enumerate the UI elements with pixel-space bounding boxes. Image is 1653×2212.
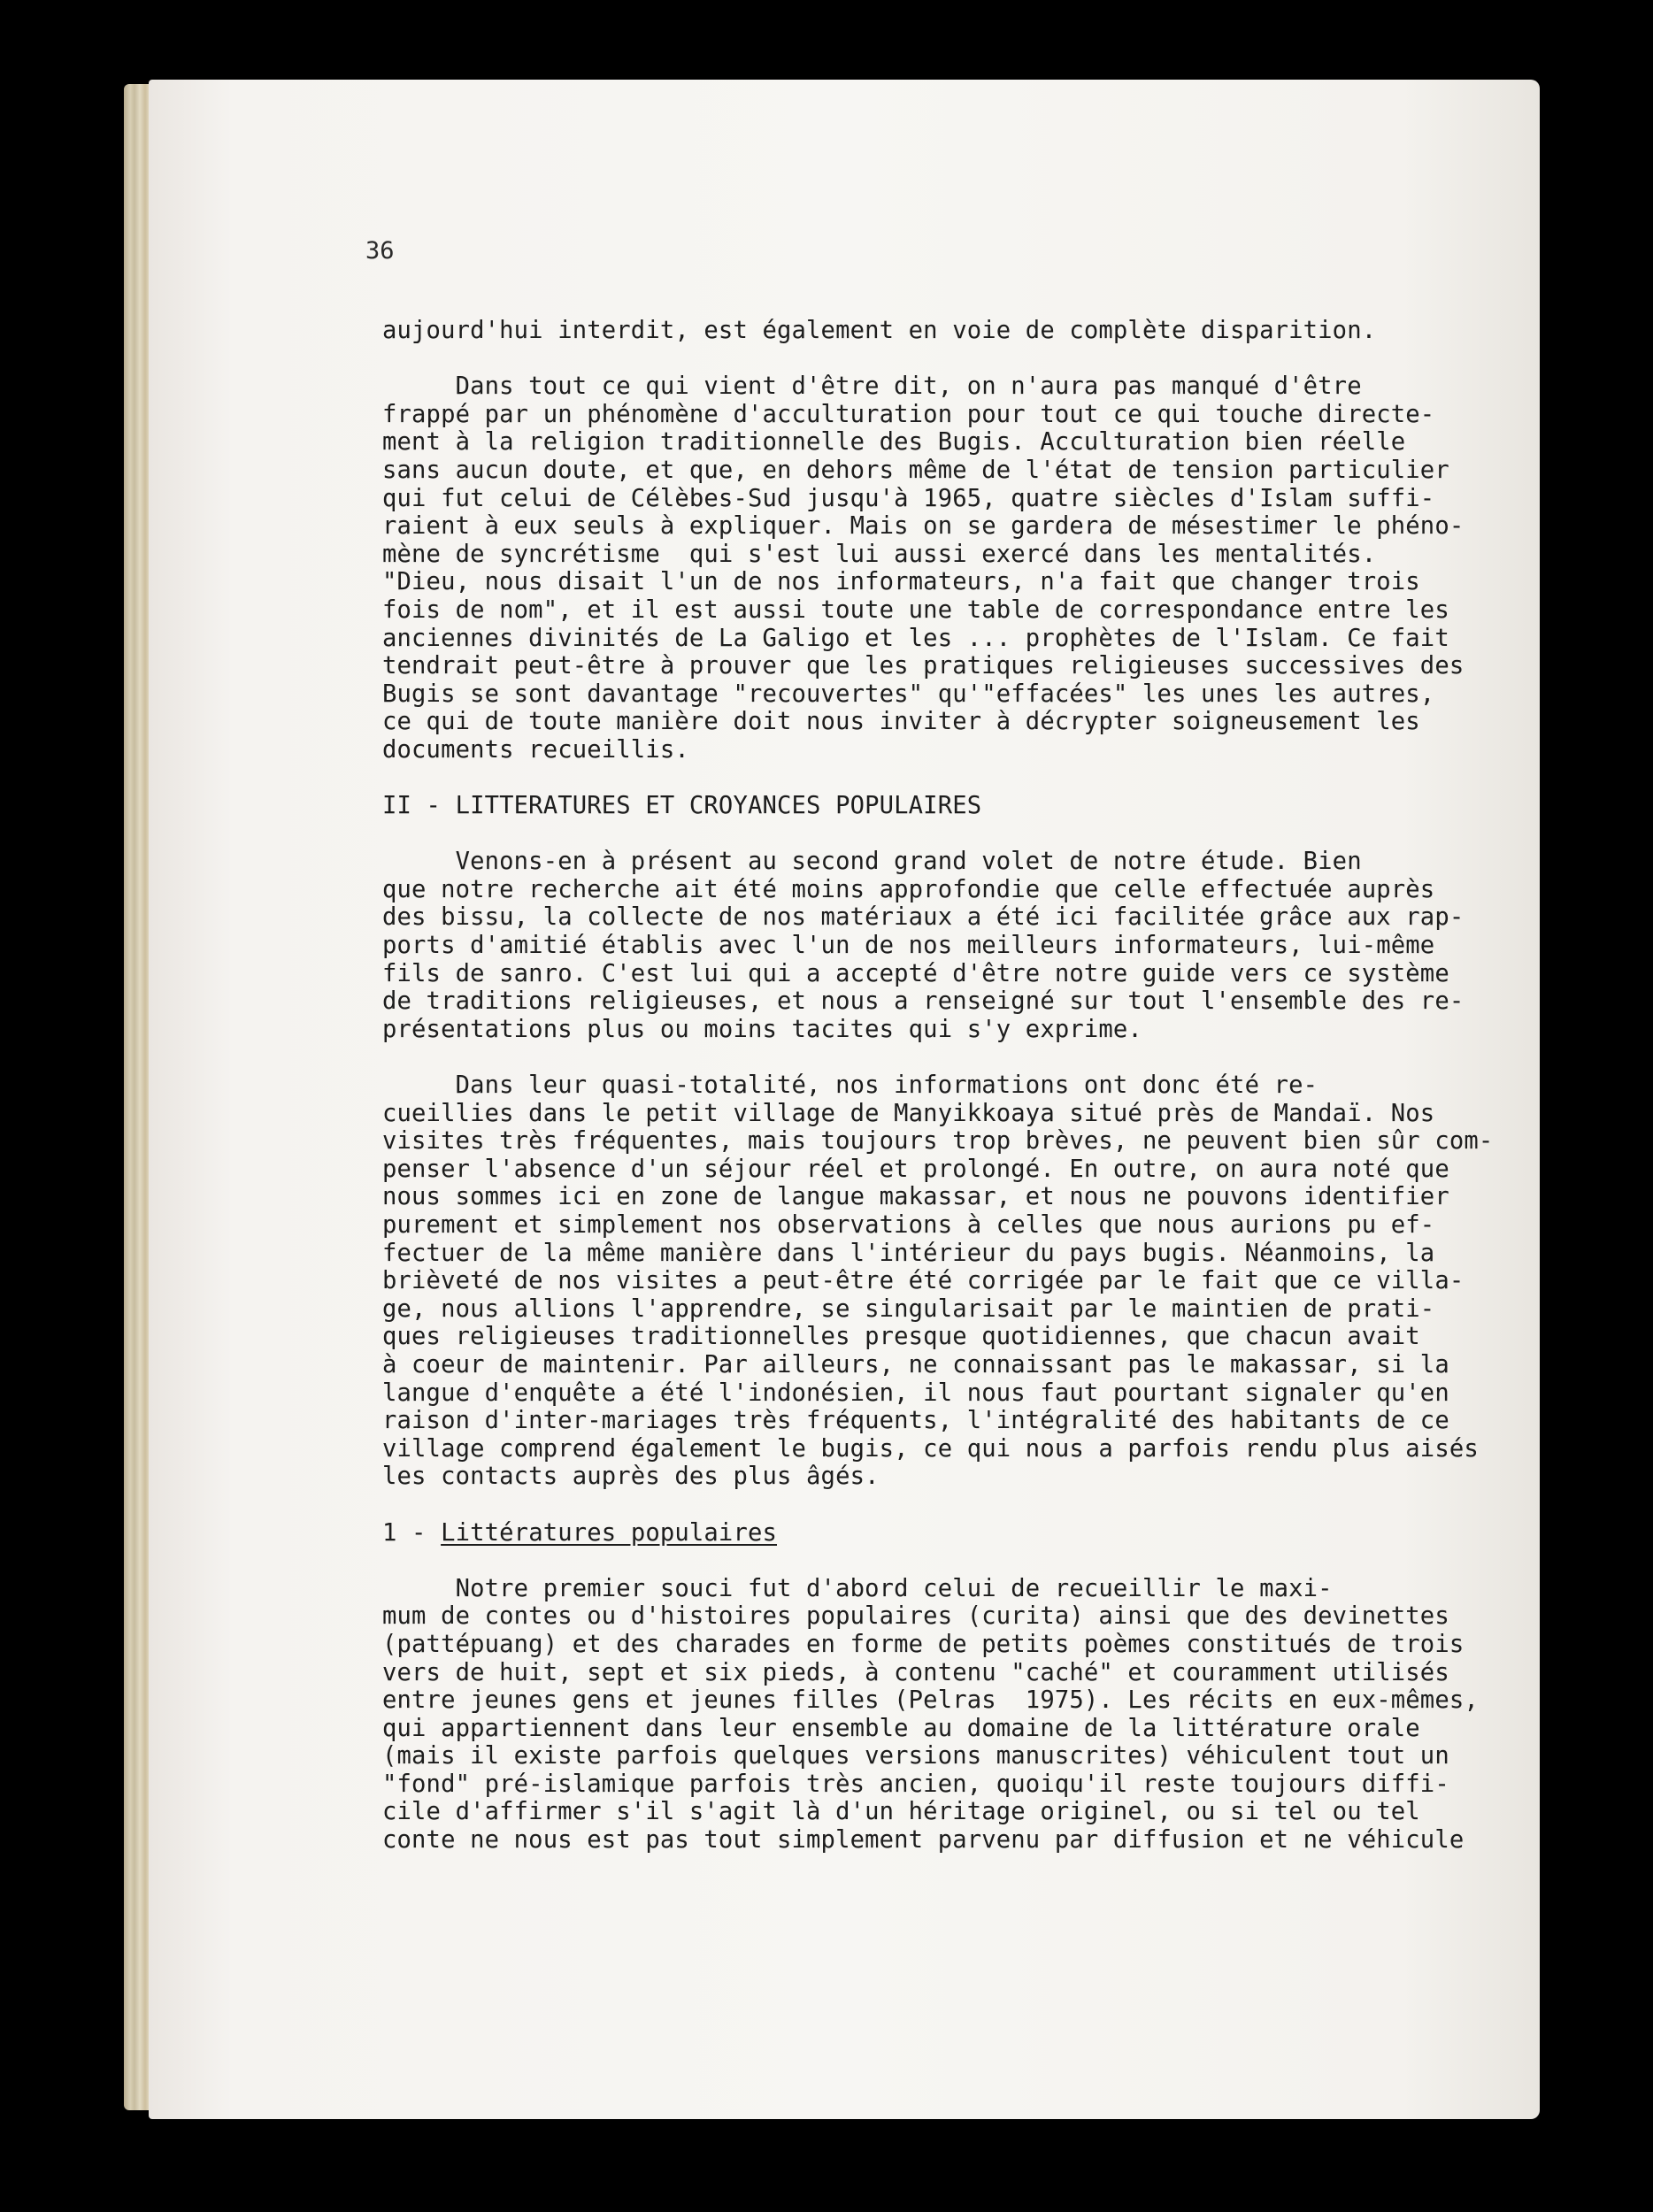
text-line: qui fut celui de Célèbes-Sud jusqu'à 1965, quatre siècles d'Islam suffi- — [382, 484, 1435, 512]
text-line: mène de syncrétisme qui s'est lui aussi exercé dans les mentalités. — [382, 540, 1377, 568]
paragraph-5 — [382, 1574, 1479, 1855]
text-line: raison d'inter-mariages très fréquents, l'intégralité des habitants de ce — [382, 1407, 1449, 1435]
section-title: II - LITTERATURES ET CROYANCES POPULAIRES — [382, 792, 982, 820]
text-line: Bugis se sont davantage "recouvertes" qu'"effacées" les unes les autres, — [382, 680, 1435, 708]
text-line: nous sommes ici en zone de langue makassar, et nous ne pouvons identifier — [382, 1183, 1449, 1211]
text-line: entre jeunes gens et jeunes filles (Pelras 1975). Les récits en eux-mêmes, — [382, 1686, 1479, 1715]
paragraph-3 — [382, 848, 1465, 1043]
text-line: de traditions religieuses, et nous a renseigné sur tout l'ensemble des re- — [382, 987, 1465, 1016]
text-line: mum de contes ou d'histoires populaires (curita) ainsi que des devinettes — [382, 1602, 1449, 1631]
page-body — [382, 317, 1494, 1855]
text-line: penser l'absence d'un séjour réel et prolongé. En outre, on aura noté que — [382, 1155, 1449, 1183]
text-line: Venons-en à présent au second grand volet de notre étude. Bien — [382, 848, 1362, 876]
subsection-title — [382, 1519, 1444, 1548]
text-line: raient à eux seuls à expliquer. Mais on se gardera de mésestimer le phéno- — [382, 512, 1465, 541]
text-line: (pattépuang) et des charades en forme de petits poèmes constitués de trois — [382, 1630, 1465, 1658]
text-line: Dans leur quasi-totalité, nos informations ont donc été re- — [382, 1071, 1319, 1100]
text-line: ports d'amitié établis avec l'un de nos meilleurs informateurs, lui-même — [382, 932, 1435, 960]
text-line: ge, nous allions l'apprendre, se singularisait par le maintien de prati- — [382, 1294, 1435, 1323]
text-line: aujourd'hui interdit, est également en voie de complète disparition. — [382, 317, 1377, 344]
text-line: conte ne nous est pas tout simplement parvenu par diffusion et ne véhicule — [382, 1826, 1465, 1855]
text-line: fectuer de la même manière dans l'intérieur du pays bugis. Néanmoins, la — [382, 1239, 1435, 1267]
text-line: des bissu, la collecte de nos matériaux a été ici facilitée grâce aux rap- — [382, 903, 1465, 932]
text-line: ques religieuses traditionnelles presque quotidiennes, que chacun avait — [382, 1323, 1420, 1351]
text-line: village comprend également le bugis, ce qui nous a parfois rendu plus aisés — [382, 1434, 1479, 1463]
text-line: sans aucun doute, et que, en dehors même de l'état de tension particulier — [382, 456, 1449, 484]
text-line: que notre recherche ait été moins approfondie que celle effectuée auprès — [382, 875, 1435, 903]
text-line: brièveté de nos visites a peut-être été corrigée par le fait que ce villa- — [382, 1267, 1465, 1295]
text-line: présentations plus ou moins tacites qui s'y exprime. — [382, 1015, 1142, 1043]
text-line: cile d'affirmer s'il s'agit là d'un héritage originel, ou si tel ou tel — [382, 1798, 1420, 1826]
text-line: purement et simplement nos observations à celles que nous aurions pu ef- — [382, 1211, 1435, 1239]
subsection-title-text: Littératures populaires — [441, 1518, 777, 1547]
text-line: ment à la religion traditionnelle des Bugis. Acculturation bien réelle — [382, 428, 1406, 457]
text-line: documents recueillis. — [382, 735, 689, 764]
text-line: fils de sanro. C'est lui qui a accepté d'être notre guide vers ce système — [382, 959, 1449, 987]
subsection-number: 1 - — [382, 1518, 442, 1547]
text-line: visites très fréquentes, mais toujours trop brèves, ne peuvent bien sûr com- — [382, 1127, 1494, 1156]
text-line: cueillies dans le petit village de Manyikkoaya situé près de Mandaï. Nos — [382, 1099, 1435, 1127]
text-line: les contacts auprès des plus âgés. — [382, 1463, 880, 1491]
paragraph-2 — [382, 373, 1465, 764]
text-line: Dans tout ce qui vient d'être dit, on n'aura pas manqué d'être — [382, 373, 1362, 401]
text-line: (mais il existe parfois quelques versions manuscrites) véhiculent tout un — [382, 1742, 1449, 1770]
text-line: vers de huit, sept et six pieds, à contenu "caché" et couramment utilisés — [382, 1658, 1449, 1686]
text-line: anciennes divinités de La Galigo et les ... prophètes de l'Islam. Ce fait — [382, 624, 1449, 652]
text-line: Notre premier souci fut d'abord celui de recueillir le maxi- — [382, 1574, 1333, 1602]
text-line: qui appartiennent dans leur ensemble au domaine de la littérature orale — [382, 1714, 1420, 1742]
text-line: ce qui de toute manière doit nous inviter à décrypter soigneusement les — [382, 708, 1420, 736]
text-line: fois de nom", et il est aussi toute une table de correspondance entre les — [382, 595, 1449, 624]
text-line: "Dieu, nous disait l'un de nos informateurs, n'a fait que changer trois — [382, 568, 1420, 596]
page-number: 36 — [365, 237, 395, 265]
text-line: tendrait peut-être à prouver que les pratiques religieuses successives des — [382, 652, 1465, 680]
text-line: "fond" pré-islamique parfois très ancien, quoiqu'il reste toujours diffi- — [382, 1770, 1449, 1798]
text-line: à coeur de maintenir. Par ailleurs, ne connaissant pas le makassar, si la — [382, 1350, 1449, 1379]
paragraph-1 — [382, 317, 1444, 345]
text-line: frappé par un phénomène d'acculturation pour tout ce qui touche directe- — [382, 400, 1435, 428]
text-line: langue d'enquête a été l'indonésien, il nous faut pourtant signaler qu'en — [382, 1379, 1449, 1407]
paragraph-4 — [382, 1071, 1494, 1491]
